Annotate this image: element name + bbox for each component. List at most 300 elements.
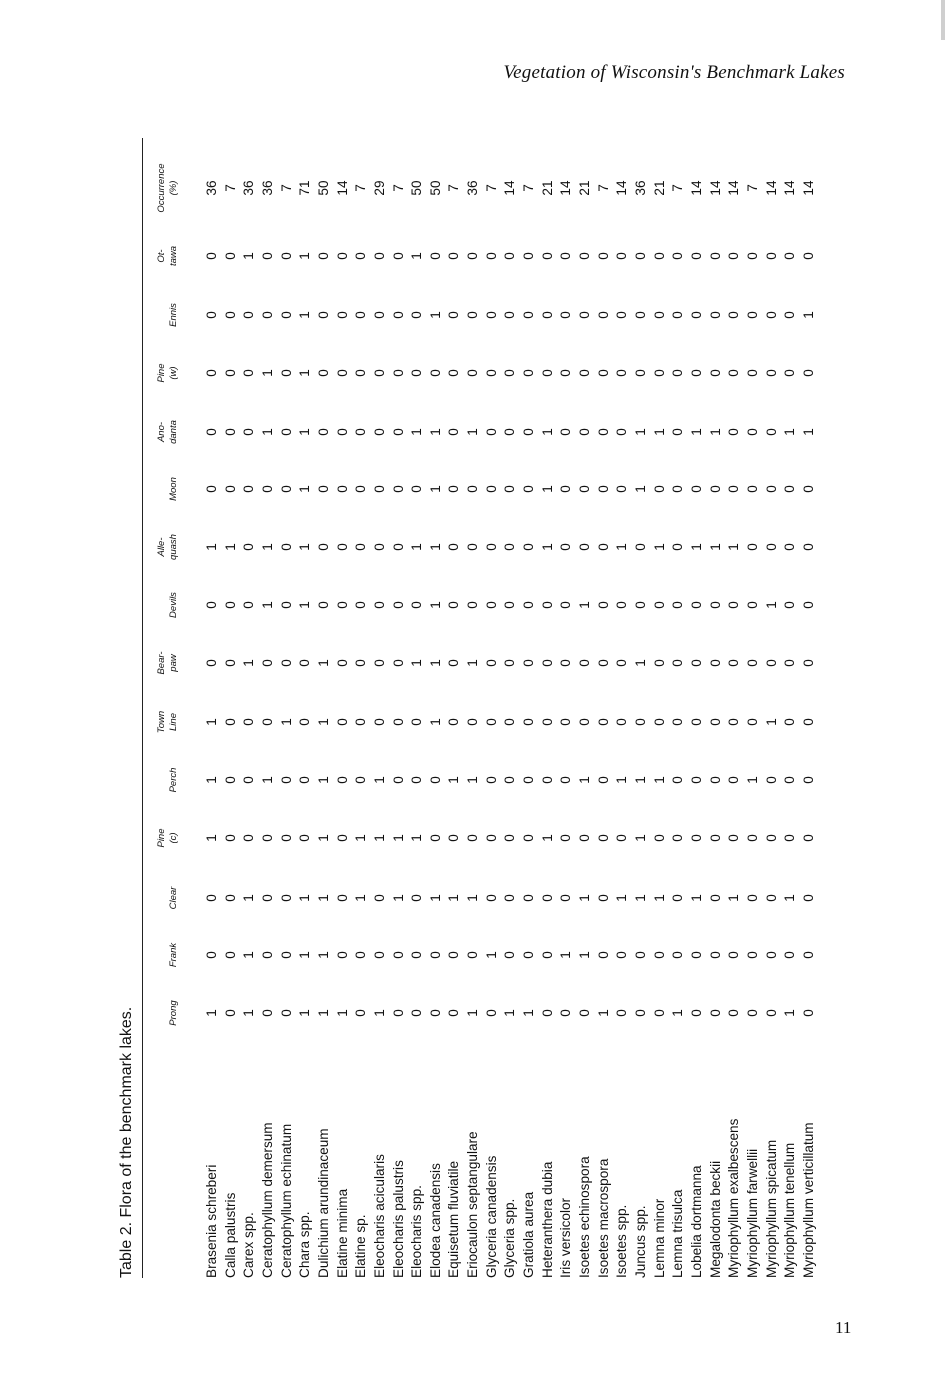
table-cell: 0 (334, 311, 350, 319)
table-cell: 0 (651, 1009, 667, 1017)
column-header-line1: Ano- (156, 421, 167, 443)
table-cell: 0 (744, 894, 760, 902)
species-name: Brasenia schreberi (204, 1164, 219, 1278)
table-cell: 7 (483, 184, 499, 192)
table-cell: 0 (688, 485, 704, 493)
table-cell: 0 (670, 659, 686, 667)
table-cell: 0 (409, 1009, 425, 1017)
table-cell: 0 (782, 543, 798, 551)
table-cell: 0 (334, 718, 350, 726)
table-cell: 1 (315, 951, 331, 959)
table-cell: 0 (651, 485, 667, 493)
table-cell: 1 (204, 776, 219, 784)
table-cell: 1 (297, 428, 313, 436)
table-cell: 0 (502, 659, 518, 667)
table-cell: 0 (502, 601, 518, 609)
species-name: Elodea canadensis (427, 1163, 443, 1278)
table-cell: 0 (558, 776, 574, 784)
table-cell: 1 (782, 1009, 798, 1017)
table-cell: 0 (521, 718, 537, 726)
table-cell: 0 (726, 776, 742, 784)
table-cell: 0 (577, 252, 592, 260)
table-cell: 0 (707, 485, 723, 493)
table-cell: 0 (744, 951, 760, 959)
table-cell: 0 (371, 951, 387, 959)
table-cell: 1 (241, 951, 257, 959)
table-cell: 0 (651, 311, 667, 319)
table-cell: 0 (651, 601, 667, 609)
table-cell: 0 (297, 776, 313, 784)
table-cell: 0 (595, 543, 611, 551)
table-cell: 0 (259, 834, 275, 842)
table-cell: 0 (707, 252, 723, 260)
table-cell: 1 (241, 1009, 257, 1017)
table-cell: 0 (371, 252, 387, 260)
table-cell: 21 (577, 180, 592, 196)
species-name: Heteranthera dubia (539, 1161, 555, 1278)
table-cell: 1 (315, 776, 331, 784)
table-cell: 1 (278, 718, 294, 726)
table-cell: 1 (241, 252, 257, 260)
table-cell: 0 (204, 601, 219, 609)
table-cell: 0 (726, 1009, 742, 1017)
table-cell: 1 (427, 601, 443, 609)
table-cell: 0 (651, 252, 667, 260)
table-cell: 0 (614, 1009, 630, 1017)
table-cell: 0 (763, 1009, 779, 1017)
table-cell: 0 (670, 718, 686, 726)
table-cell: 21 (539, 180, 555, 196)
table-cell: 0 (707, 1009, 723, 1017)
column-header-line2: Devils (168, 592, 179, 618)
table-cell: 1 (800, 311, 816, 319)
table-cell: 0 (707, 834, 723, 842)
table-cell: 29 (371, 180, 387, 196)
species-name: Eriocaulon septangulare (465, 1131, 481, 1278)
table-cell: 0 (763, 428, 779, 436)
table-cell: 1 (297, 951, 313, 959)
table-cell: 1 (577, 601, 592, 609)
table-cell: 1 (297, 543, 313, 551)
table-cell: 1 (726, 543, 742, 551)
table-cell: 0 (278, 951, 294, 959)
table-cell: 0 (483, 252, 499, 260)
table-cell: 1 (390, 894, 406, 902)
column-header-line1: Ot- (156, 249, 167, 263)
table-cell: 0 (371, 659, 387, 667)
table-cell: 0 (614, 834, 630, 842)
table-cell: 0 (409, 951, 425, 959)
column-header-line1: Town (156, 710, 167, 734)
table-cell: 0 (222, 894, 238, 902)
table-cell: 0 (800, 659, 816, 667)
table-cell: 0 (222, 776, 238, 784)
table-cell: 0 (632, 252, 648, 260)
table-cell: 1 (483, 951, 499, 959)
table-cell: 0 (614, 718, 630, 726)
table-cell: 0 (502, 834, 518, 842)
table-cell: 0 (521, 601, 537, 609)
table-cell: 0 (800, 369, 816, 377)
table-cell: 0 (390, 311, 406, 319)
table-cell: 0 (670, 894, 686, 902)
table-cell: 0 (744, 601, 760, 609)
table-cell: 71 (297, 180, 313, 196)
table-cell: 1 (259, 369, 275, 377)
table-cell: 1 (297, 252, 313, 260)
table-cell: 0 (726, 718, 742, 726)
table-cell: 0 (800, 543, 816, 551)
table-cell: 1 (427, 718, 443, 726)
table-cell: 0 (483, 311, 499, 319)
table-cell: 1 (632, 428, 648, 436)
table-cell: 0 (521, 659, 537, 667)
table-cell: 14 (800, 180, 816, 196)
table-cell: 0 (763, 894, 779, 902)
table-cell: 0 (241, 601, 257, 609)
table-cell: 1 (502, 1009, 518, 1017)
table-cell: 0 (521, 776, 537, 784)
column-header-line1: Occurrence (156, 163, 167, 213)
table-cell: 1 (259, 776, 275, 784)
table-cell: 0 (427, 834, 443, 842)
table-cell: 0 (744, 485, 760, 493)
table-cell: 0 (558, 428, 574, 436)
table-cell: 0 (763, 834, 779, 842)
table-cell: 1 (409, 428, 425, 436)
table-cell: 0 (744, 428, 760, 436)
table-cell: 0 (688, 951, 704, 959)
table-cell: 1 (297, 894, 313, 902)
table-cell: 0 (558, 894, 574, 902)
table-cell: 1 (577, 951, 592, 959)
species-name: Lemna trisulca (670, 1189, 686, 1278)
table-cell: 0 (204, 369, 219, 377)
table-cell: 0 (315, 485, 331, 493)
table-cell: 0 (259, 1009, 275, 1017)
table-cell: 0 (353, 428, 369, 436)
table-cell: 50 (315, 180, 331, 196)
table-cell: 0 (409, 485, 425, 493)
table-cell: 0 (521, 252, 537, 260)
table-cell: 0 (204, 311, 219, 319)
table-cell: 0 (726, 834, 742, 842)
table-cell: 0 (726, 659, 742, 667)
table-cell: 0 (390, 428, 406, 436)
table-cell: 0 (334, 428, 350, 436)
table-cell: 14 (688, 180, 704, 196)
table-cell: 0 (353, 601, 369, 609)
table-cell: 0 (353, 311, 369, 319)
table-cell: 1 (427, 428, 443, 436)
column-header-line2: quash (168, 534, 179, 560)
table-cell: 14 (763, 180, 779, 196)
table-cell: 1 (259, 601, 275, 609)
column-header-line2: Clear (168, 886, 179, 910)
table-cell: 0 (315, 369, 331, 377)
table-cell: 0 (278, 428, 294, 436)
table-cell: 1 (539, 834, 555, 842)
column-header (156, 143, 180, 233)
table-cell: 1 (241, 894, 257, 902)
table-cell: 0 (688, 369, 704, 377)
table-cell: 1 (259, 428, 275, 436)
table-cell: 0 (763, 543, 779, 551)
table-cell: 0 (278, 601, 294, 609)
table-cell: 0 (390, 485, 406, 493)
table-cell: 1 (446, 894, 462, 902)
table-cell: 0 (483, 834, 499, 842)
table-cell: 0 (465, 834, 481, 842)
table-cell: 0 (595, 311, 611, 319)
table-cell: 0 (763, 659, 779, 667)
table-cell: 0 (409, 776, 425, 784)
table-cell: 0 (763, 776, 779, 784)
table-cell: 0 (390, 776, 406, 784)
table-cell: 1 (614, 894, 630, 902)
table-cell: 1 (427, 894, 443, 902)
table-cell: 1 (782, 894, 798, 902)
table-cell: 0 (241, 718, 257, 726)
table-cell: 1 (204, 1009, 219, 1017)
column-header-line2: Frank (168, 942, 179, 968)
table-cell: 0 (521, 485, 537, 493)
table-cell: 0 (446, 369, 462, 377)
table-cell: 0 (558, 485, 574, 493)
column-header-line2: Moon (168, 477, 179, 501)
table-cell: 0 (614, 485, 630, 493)
table-cell: 0 (502, 252, 518, 260)
table-cell: 0 (297, 718, 313, 726)
table-cell: 0 (651, 659, 667, 667)
table-cell: 0 (595, 894, 611, 902)
table-cell: 0 (782, 834, 798, 842)
table-cell: 0 (222, 951, 238, 959)
table-cell: 0 (427, 1009, 443, 1017)
table-cell: 0 (483, 369, 499, 377)
table-cell: 1 (465, 659, 481, 667)
table-cell: 0 (670, 834, 686, 842)
page-number: 11 (835, 1318, 852, 1337)
table-cell: 0 (502, 428, 518, 436)
table-cell: 14 (726, 180, 742, 196)
table-cell: 0 (278, 659, 294, 667)
table-cell: 0 (539, 369, 555, 377)
species-name: Lemna minor (651, 1198, 667, 1278)
table-cell: 14 (558, 180, 574, 196)
table-cell: 0 (222, 834, 238, 842)
table-cell: 0 (558, 311, 574, 319)
table-cell: 1 (427, 485, 443, 493)
table-cell: 0 (259, 718, 275, 726)
table-cell: 1 (539, 485, 555, 493)
table-cell: 0 (670, 543, 686, 551)
table-cell: 0 (688, 776, 704, 784)
species-name: Ceratophyllum echinatum (278, 1123, 294, 1278)
table-cell: 1 (371, 834, 387, 842)
table-cell: 1 (409, 659, 425, 667)
table-cell: 0 (465, 252, 481, 260)
table-caption: Table 2. Flora of the benchmark lakes. (118, 1006, 135, 1278)
table-cell: 0 (782, 252, 798, 260)
column-header-line2: danta (168, 420, 179, 444)
table-cell: 0 (558, 252, 574, 260)
table-cell: 36 (259, 180, 275, 196)
table-cell: 0 (334, 601, 350, 609)
table-cell: 0 (707, 718, 723, 726)
species-name: Iris versicolor (558, 1197, 574, 1278)
table-cell: 0 (446, 252, 462, 260)
table-cell: 0 (353, 369, 369, 377)
table-cell: 0 (241, 311, 257, 319)
table-cell: 0 (707, 369, 723, 377)
table-cell: 0 (371, 543, 387, 551)
table-cell: 0 (539, 601, 555, 609)
table-cell: 0 (614, 369, 630, 377)
table-cell: 0 (688, 252, 704, 260)
table-cell: 0 (763, 485, 779, 493)
table-cell: 1 (539, 428, 555, 436)
running-head: Vegetation of Wisconsin's Benchmark Lakes (503, 62, 845, 83)
table-cell: 0 (521, 894, 537, 902)
table-cell: 0 (614, 252, 630, 260)
table-cell: 1 (446, 776, 462, 784)
table-cell: 0 (390, 1009, 406, 1017)
table-cell: 0 (539, 776, 555, 784)
table-cell: 0 (334, 894, 350, 902)
table-cell: 1 (651, 543, 667, 551)
table-cell: 1 (800, 428, 816, 436)
column-header-line2: paw (168, 654, 179, 672)
table-cell: 1 (632, 834, 648, 842)
table-cell: 1 (297, 369, 313, 377)
table-cell: 0 (334, 776, 350, 784)
table-cell: 0 (446, 718, 462, 726)
table-cell: 0 (353, 951, 369, 959)
table-cell: 0 (371, 894, 387, 902)
table-cell: 0 (446, 659, 462, 667)
table-cell: 0 (502, 311, 518, 319)
table-cell: 0 (577, 543, 592, 551)
table-cell: 0 (521, 951, 537, 959)
table-cell: 0 (315, 252, 331, 260)
table-cell: 0 (483, 1009, 499, 1017)
table-cell: 1 (353, 894, 369, 902)
table-cell: 1 (427, 543, 443, 551)
table-cell: 0 (502, 543, 518, 551)
species-name: Eleocharis palustris (390, 1160, 406, 1278)
table-cell: 0 (297, 659, 313, 667)
table-cell: 0 (278, 543, 294, 551)
species-name: Lobelia dortmanna (688, 1165, 704, 1278)
table-cell: 0 (688, 601, 704, 609)
table-cell: 1 (371, 776, 387, 784)
species-name: Calla palustris (222, 1192, 238, 1278)
table-cell: 0 (632, 1009, 648, 1017)
table-cell: 36 (632, 180, 648, 196)
table-cell: 0 (800, 718, 816, 726)
table-cell: 0 (259, 951, 275, 959)
table-cell: 0 (259, 311, 275, 319)
table-cell: 0 (446, 951, 462, 959)
table-cell: 0 (763, 951, 779, 959)
table-cell: 1 (763, 718, 779, 726)
table-cell: 0 (632, 543, 648, 551)
table-cell: 14 (334, 180, 350, 196)
table-cell: 0 (483, 718, 499, 726)
table-cell: 1 (465, 776, 481, 784)
species-name: Ceratophyllum demersum (259, 1122, 275, 1278)
table-cell: 0 (744, 311, 760, 319)
table-cell: 0 (595, 601, 611, 609)
column-header-line2: (c) (168, 832, 179, 844)
table-cell: 7 (670, 184, 686, 192)
table-cell: 1 (353, 834, 369, 842)
table-cell: 0 (427, 776, 443, 784)
table-cell: 1 (539, 543, 555, 551)
table-cell: 0 (371, 369, 387, 377)
table-cell: 36 (204, 180, 219, 196)
table-cell: 0 (278, 252, 294, 260)
table-cell: 0 (800, 1009, 816, 1017)
column-header-line2: Line (168, 713, 179, 731)
table-cell: 0 (241, 369, 257, 377)
table-cell: 0 (595, 659, 611, 667)
table-cell: 0 (353, 659, 369, 667)
table-cell: 1 (465, 1009, 481, 1017)
table-cell: 14 (614, 180, 630, 196)
table-cell: 0 (241, 485, 257, 493)
table-cell: 1 (577, 894, 592, 902)
table-cell: 0 (502, 485, 518, 493)
table-cell: 0 (427, 951, 443, 959)
table-cell: 0 (614, 311, 630, 319)
table-cell: 0 (521, 369, 537, 377)
table-cell: 0 (446, 543, 462, 551)
table-cell: 21 (651, 180, 667, 196)
table-cell: 0 (409, 369, 425, 377)
table-cell: 1 (409, 543, 425, 551)
table-cell: 0 (632, 311, 648, 319)
table-cell: 0 (763, 311, 779, 319)
table-cell: 0 (800, 894, 816, 902)
table-cell: 0 (707, 311, 723, 319)
table-cell: 1 (632, 776, 648, 784)
table-cell: 0 (670, 428, 686, 436)
table-cell: 1 (204, 718, 219, 726)
table-cell: 0 (707, 659, 723, 667)
table-cell: 1 (427, 311, 443, 319)
table-cell: 1 (726, 894, 742, 902)
table-cell: 0 (688, 311, 704, 319)
table-cell: 0 (278, 485, 294, 493)
table-cell: 0 (539, 951, 555, 959)
table-cell: 0 (446, 428, 462, 436)
table-cell: 0 (222, 252, 238, 260)
table-cell: 0 (222, 369, 238, 377)
table-cell: 0 (577, 1009, 592, 1017)
table-cell: 7 (278, 184, 294, 192)
table-cell: 0 (707, 776, 723, 784)
table-cell: 0 (539, 1009, 555, 1017)
table-cell: 0 (800, 951, 816, 959)
table-cell: 0 (222, 311, 238, 319)
table-cell: 0 (688, 718, 704, 726)
table-cell: 0 (539, 659, 555, 667)
rotated-table (118, 138, 838, 1288)
column-header-line2: tawa (168, 245, 179, 267)
table-cell: 14 (502, 180, 518, 196)
